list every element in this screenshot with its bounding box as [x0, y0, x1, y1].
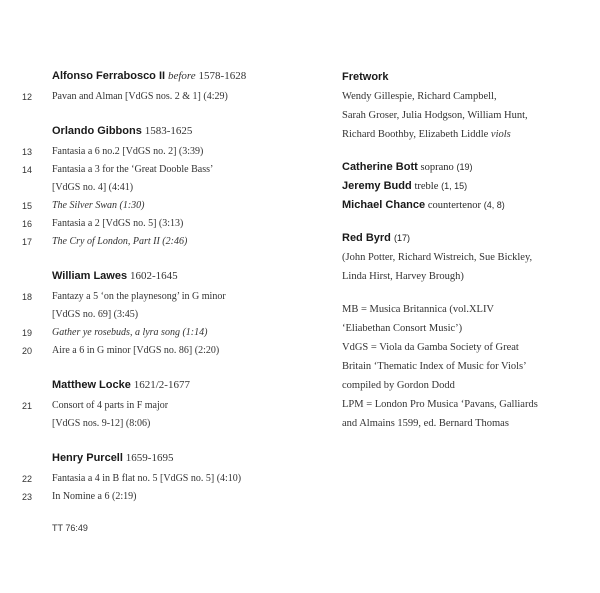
composer-section — [22, 268, 307, 360]
abbreviation-line: compiled by Gordon Dodd — [342, 380, 455, 391]
track-refs: (19) — [456, 162, 473, 172]
abbreviation-line: ‘Eliabethan Consort Music’) — [342, 323, 463, 334]
composer-heading — [22, 268, 307, 284]
voice-role: soprano — [420, 162, 454, 173]
voice-role: treble — [414, 181, 439, 192]
track-row — [22, 197, 307, 215]
track-row — [22, 288, 307, 306]
composer-dates: 1583-1625 — [144, 125, 193, 137]
track-number — [22, 179, 52, 197]
performer-credits — [342, 68, 582, 433]
track-title: The Silver Swan (1:30) — [52, 200, 145, 211]
composer-dates: 1578-1628 — [198, 70, 247, 82]
red-byrd-credit — [342, 229, 582, 286]
track-number: 13 — [22, 147, 33, 157]
track-number: 14 — [22, 165, 33, 175]
track-number: 22 — [22, 474, 33, 484]
track-title: Fantazy a 5 ‘on the playnesong’ in G minor — [52, 291, 226, 302]
track-title: Consort of 4 parts in F major — [52, 400, 169, 411]
soloists — [342, 158, 582, 215]
track-title: Fantasia a 2 [VdGS no. 5] (3:13) — [52, 218, 184, 229]
composer-dates: 1659-1695 — [125, 452, 174, 464]
composer-section — [22, 68, 307, 106]
total-time: TT 76:49 — [52, 523, 88, 533]
composer-heading — [22, 123, 307, 139]
track-row — [22, 233, 307, 251]
track-title: Gather ye rosebuds, a lyra song (1:14) — [52, 327, 208, 338]
track-title: Pavan and Alman [VdGS nos. 2 & 1] (4:29) — [52, 91, 228, 102]
track-number: 19 — [22, 328, 33, 338]
track-row — [22, 397, 307, 415]
fretwork-line: Wendy Gillespie, Richard Campbell, — [342, 91, 497, 102]
composer-dates: 1602-1645 — [129, 270, 178, 282]
soloist-name: Michael Chance — [342, 199, 426, 211]
track-title: [VdGS no. 69] (3:45) — [52, 309, 139, 320]
track-row — [22, 488, 307, 506]
track-title: In Nomine a 6 (2:19) — [52, 491, 137, 502]
track-refs: (17) — [393, 233, 410, 243]
soloist-credit — [342, 177, 582, 196]
ensemble-name: Red Byrd — [342, 232, 391, 244]
fretwork-credit — [342, 68, 582, 144]
fretwork-line: Sarah Groser, Julia Hodgson, William Hunt, — [342, 110, 528, 121]
track-number: 18 — [22, 292, 33, 302]
abbreviation-line: and Almains 1599, ed. Bernard Thomas — [342, 418, 509, 429]
track-title: Fantasia a 3 for the ‘Great Dooble Bass’ — [52, 164, 214, 175]
red-byrd-line: Linda Hirst, Harvey Brough) — [342, 271, 464, 282]
track-title: Fantasia a 6 no.2 [VdGS no. 2] (3:39) — [52, 146, 204, 157]
ensemble-heading — [342, 229, 582, 248]
composer-name: William Lawes — [52, 270, 128, 282]
track-refs: (4, 8) — [483, 200, 505, 210]
track-title: [VdGS no. 4] (4:41) — [52, 182, 134, 193]
track-row — [22, 179, 307, 197]
composer-heading — [22, 377, 307, 393]
abbreviations — [342, 300, 582, 433]
track-row — [22, 143, 307, 161]
track-row — [22, 324, 307, 342]
composer-heading — [22, 68, 307, 84]
track-number: 12 — [22, 92, 33, 102]
track-title: Aire a 6 in G minor [VdGS no. 86] (2:20) — [52, 345, 220, 356]
track-row — [22, 306, 307, 324]
track-number: 17 — [22, 237, 33, 247]
composer-section — [22, 123, 307, 251]
voice-role: countertenor — [427, 200, 481, 211]
track-row — [22, 161, 307, 179]
track-row — [22, 215, 307, 233]
track-row — [22, 470, 307, 488]
track-number: 20 — [22, 346, 33, 356]
composer-dates: 1621/2-1677 — [133, 379, 190, 391]
composer-heading — [22, 450, 307, 466]
abbreviation-line: MB = Musica Britannica (vol.XLIV — [342, 304, 495, 315]
fretwork-members: Richard Boothby, Elizabeth Liddle — [342, 129, 489, 140]
soloist-credit — [342, 158, 582, 177]
soloist-name: Catherine Bott — [342, 161, 418, 173]
abbreviation-line: LPM = London Pro Musica ‘Pavans, Galliards — [342, 399, 538, 410]
composer-sections — [22, 68, 307, 506]
track-number: 23 — [22, 492, 33, 502]
ensemble-heading: Fretwork — [342, 71, 389, 83]
composer-name: Henry Purcell — [52, 452, 123, 464]
composer-name: Matthew Locke — [52, 379, 131, 391]
track-number: 16 — [22, 219, 33, 229]
abbreviation-line: Britain ‘Thematic Index of Music for Viols’ — [342, 361, 527, 372]
soloist-name: Jeremy Budd — [342, 180, 412, 192]
track-title: The Cry of London, Part II (2:46) — [52, 236, 188, 247]
track-number — [22, 306, 52, 324]
track-number: 15 — [22, 201, 33, 211]
track-number: 21 — [22, 401, 33, 411]
composer-name: Alfonso Ferrabosco II — [52, 70, 166, 82]
track-listing — [22, 68, 307, 533]
composer-section — [22, 450, 307, 506]
track-row — [22, 415, 307, 433]
red-byrd-line: (John Potter, Richard Wistreich, Sue Bickley, — [342, 252, 533, 263]
track-refs: (1, 15) — [441, 181, 468, 191]
track-title: [VdGS nos. 9-12] (8:06) — [52, 418, 151, 429]
abbreviation-line: VdGS = Viola da Gamba Society of Great — [342, 342, 519, 353]
date-prefix: before — [167, 70, 196, 82]
instrument-role: viols — [490, 129, 511, 140]
track-number — [22, 415, 52, 433]
composer-name: Orlando Gibbons — [52, 125, 142, 137]
track-row — [22, 342, 307, 360]
track-title: Fantasia a 4 in B flat no. 5 [VdGS no. 5] (4:10) — [52, 473, 242, 484]
soloist-credit — [342, 196, 582, 215]
fretwork-line — [342, 125, 582, 144]
composer-section — [22, 377, 307, 433]
track-row — [22, 88, 307, 106]
